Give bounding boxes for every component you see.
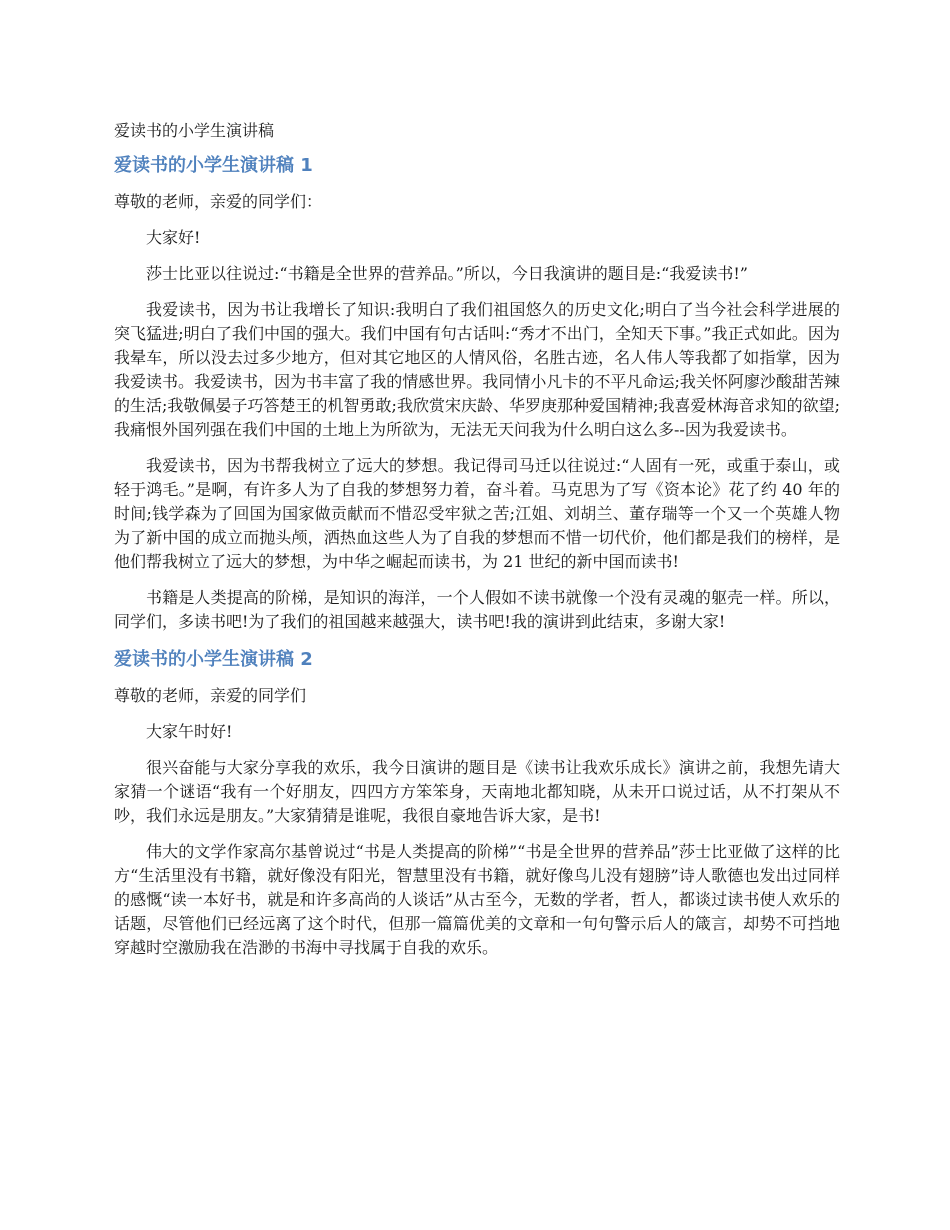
speech-section-2 [114, 646, 840, 960]
speech-section-1 [114, 152, 840, 634]
paragraph: 我爱读书，因为书帮我树立了远大的梦想。我记得司马迁以往说过:“人固有一死，或重于泰山，或轻于鸿毛。”是啊，有许多人为了自我的梦想努力着，奋斗着。马克思为了写《资本论》花了约 40 年的时间;钱学森为了回国为国家做贡献而不惜忍受牢狱之苦;江姐、刘胡兰、董存瑞等一个又一个英雄人物为了新中国的成立而抛头颅，洒热血这些人为了自我的梦想而不惜一切代价，他们都是我们的榜样，是他们帮我树立了远大的梦想，为中华之崛起而读书，为 21 世纪的新中国而读书! [114, 456, 840, 571]
document-title: 爱读书的小学生演讲稿 [114, 121, 275, 140]
paragraph: 大家好! [146, 228, 201, 247]
section-heading-2: 爱读书的小学生演讲稿 2 [114, 649, 313, 670]
paragraph: 大家午时好! [146, 722, 233, 741]
paragraph: 伟大的文学作家高尔基曾说过“书是人类提高的阶梯”“书是全世界的营养品”莎士比亚做了这样的比方“生活里没有书籍，就好像没有阳光，智慧里没有书籍，就好像鸟儿没有翅膀”诗人歌德也发出过同样的感慨“读一本好书，就是和许多高尚的人谈话”从古至今，无数的学者，哲人，都谈过读书使人欢乐的话题，尽管他们已经远离了这个时代，但那一篇篇优美的文章和一句句警示后人的箴言，却势不可挡地穿越时空激励我在浩渺的书海中寻找属于自我的欢乐。 [114, 842, 840, 957]
paragraph: 我爱读书，因为书让我增长了知识:我明白了我们祖国悠久的历史文化;明白了当今社会科学进展的突飞猛进;明白了我们中国的强大。我们中国有句古话叫:“秀才不出门，全知天下事。”我正式如此。因为我晕车，所以没去过多少地方，但对其它地区的人情风俗，名胜古迹，名人伟人等我都了如指掌，因为我爱读书。我爱读书，因为书丰富了我的情感世界。我同情小凡卡的不平凡命运;我关怀阿廖沙酸甜苦辣的生活;我敬佩晏子巧答楚王的机智勇敢;我欣赏宋庆龄、华罗庚那种爱国精神;我喜爱林海音求知的欲望;我痛恨外国列强在我们中国的土地上为所欲为，无法无天问我为什么明白这么多--因为我爱读书。 [114, 300, 840, 439]
section-heading-1: 爱读书的小学生演讲稿 1 [114, 155, 313, 176]
salutation-1: 尊敬的老师，亲爱的同学们： [114, 192, 323, 211]
paragraph: 书籍是人类提高的阶梯，是知识的海洋，一个人假如不读书就像一个没有灵魂的躯壳一样。所以，同学们，多读书吧!为了我们的祖国越来越强大，读书吧!我的演讲到此结束，多谢大家! [114, 588, 840, 631]
document-page [114, 118, 840, 972]
paragraph: 莎士比亚以往说过:“书籍是全世界的营养品。”所以，今日我演讲的题目是:“我爱读书!” [146, 264, 748, 283]
paragraph: 很兴奋能与大家分享我的欢乐，我今日演讲的题目是《读书让我欢乐成长》演讲之前，我想先请大家猜一个谜语“我有一个好朋友，四四方方笨笨身，天南地北都知晓，从未开口说过话，从不打架从不吵，我们永远是朋友。”大家猜猜是谁呢，我很自豪地告诉大家，是书! [114, 758, 840, 825]
salutation-2: 尊敬的老师，亲爱的同学们 [114, 686, 307, 705]
